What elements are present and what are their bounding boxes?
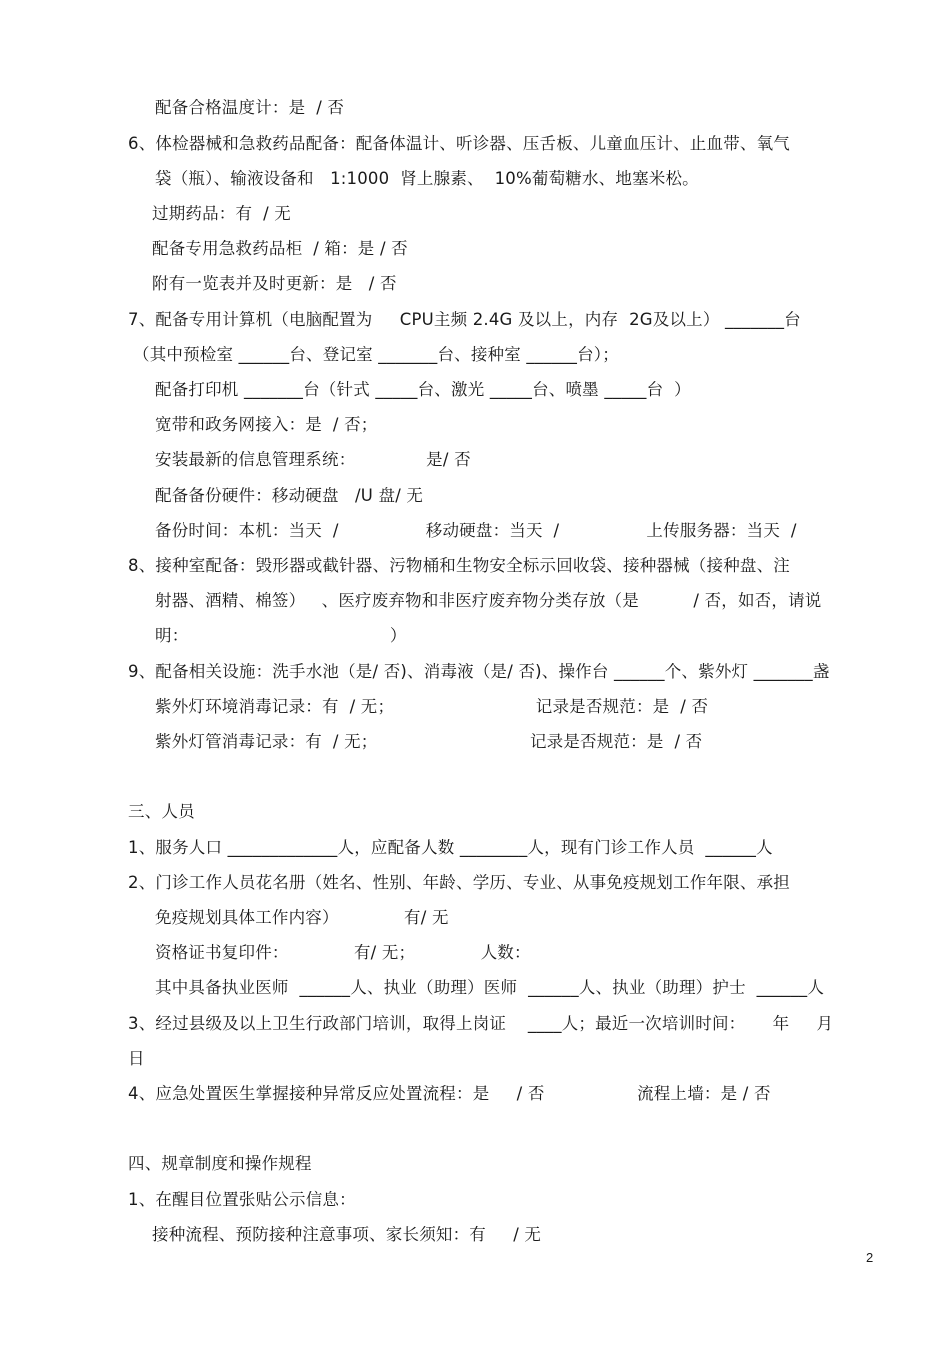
text-line: 射器、酒精、棉签） 、医疗废弃物和非医疗废弃物分类存放（是 / 否，如否，请说 (155, 591, 822, 610)
text-line: 3、经过县级及以上卫生行政部门培训，取得上岗证 ____人；最近一次培训时间： 年 月 (128, 1014, 834, 1033)
text-line: 过期药品：有 / 无 (152, 204, 291, 223)
text-line: 紫外灯管消毒记录：有 / 无； 记录是否规范：是 / 否 (155, 732, 703, 751)
text-line: 免疫规划具体工作内容） 有/ 无 (155, 908, 449, 927)
text-line: 6、体检器械和急救药品配备：配备体温计、听诊器、压舌板、儿童血压计、止血带、氧气 (128, 134, 790, 153)
text-line: 其中具备执业医师 ______人、执业（助理）医师 ______人、执业（助理）护士 ______人 (155, 978, 825, 997)
text-line: 附有一览表并及时更新：是 / 否 (152, 274, 397, 293)
page-number: 2 (866, 1250, 874, 1265)
text-line: 袋（瓶）、输液设备和 1:1000 肾上腺素、 10%葡萄糖水、地塞米松。 (155, 169, 699, 188)
text-line: 1、在醒目位置张贴公示信息： (128, 1190, 356, 1209)
text-line: 备份时间：本机：当天 / 移动硬盘：当天 / 上传服务器：当天 / (155, 521, 797, 540)
text-line: （其中预检室 ______台、登记室 _______台、接种室 ______台）； (133, 345, 619, 364)
text-line: 9、配备相关设施：洗手水池（是/ 否)、消毒液（是/ 否)、操作台 ______个、紫外灯 _______盏 (128, 662, 830, 681)
text-line: 2、门诊工作人员花名册（姓名、性别、年龄、学历、专业、从事免疫规划工作年限、承担 (128, 873, 790, 892)
text-line: 配备专用急救药品柜 / 箱：是 / 否 (152, 239, 408, 258)
text-line: 8、接种室配备：毁形器或截针器、污物桶和生物安全标示回收袋、接种器械（接种盘、注 (128, 556, 790, 575)
text-line: 资格证书复印件： 有/ 无； 人数： (155, 943, 531, 962)
text-line: 明： ） (155, 626, 407, 645)
text-line: 紫外灯环境消毒记录：有 / 无； 记录是否规范：是 / 否 (155, 697, 709, 716)
text-line: 配备合格温度计：是 / 否 (155, 98, 345, 117)
text-line: 配备打印机 _______台（针式 _____台、激光 _____台、喷墨 _____台 ） (155, 380, 691, 399)
text-line: 宽带和政务网接入：是 / 否； (155, 415, 378, 434)
text-line: 配备备份硬件：移动硬盘 /U 盘/ 无 (155, 486, 424, 505)
text-line: 日 (128, 1049, 145, 1068)
text-line: 4、应急处置医生掌握接种异常反应处置流程：是 / 否 流程上墙：是 / 否 (128, 1084, 771, 1103)
text-line: 安装最新的信息管理系统： 是/ 否 (155, 450, 471, 469)
section-heading: 三、人员 (128, 802, 195, 821)
text-line: 7、配备专用计算机（电脑配置为 CPU主频 2.4G 及以上，内存 2G及以上） _______台 (128, 310, 801, 329)
text-line: 1、服务人口 _____________人，应配备人数 ________人，现有门诊工作人员 ______人 (128, 838, 773, 857)
section-heading: 四、规章制度和操作规程 (128, 1154, 312, 1173)
text-line: 接种流程、预防接种注意事项、家长须知：有 / 无 (152, 1225, 542, 1244)
